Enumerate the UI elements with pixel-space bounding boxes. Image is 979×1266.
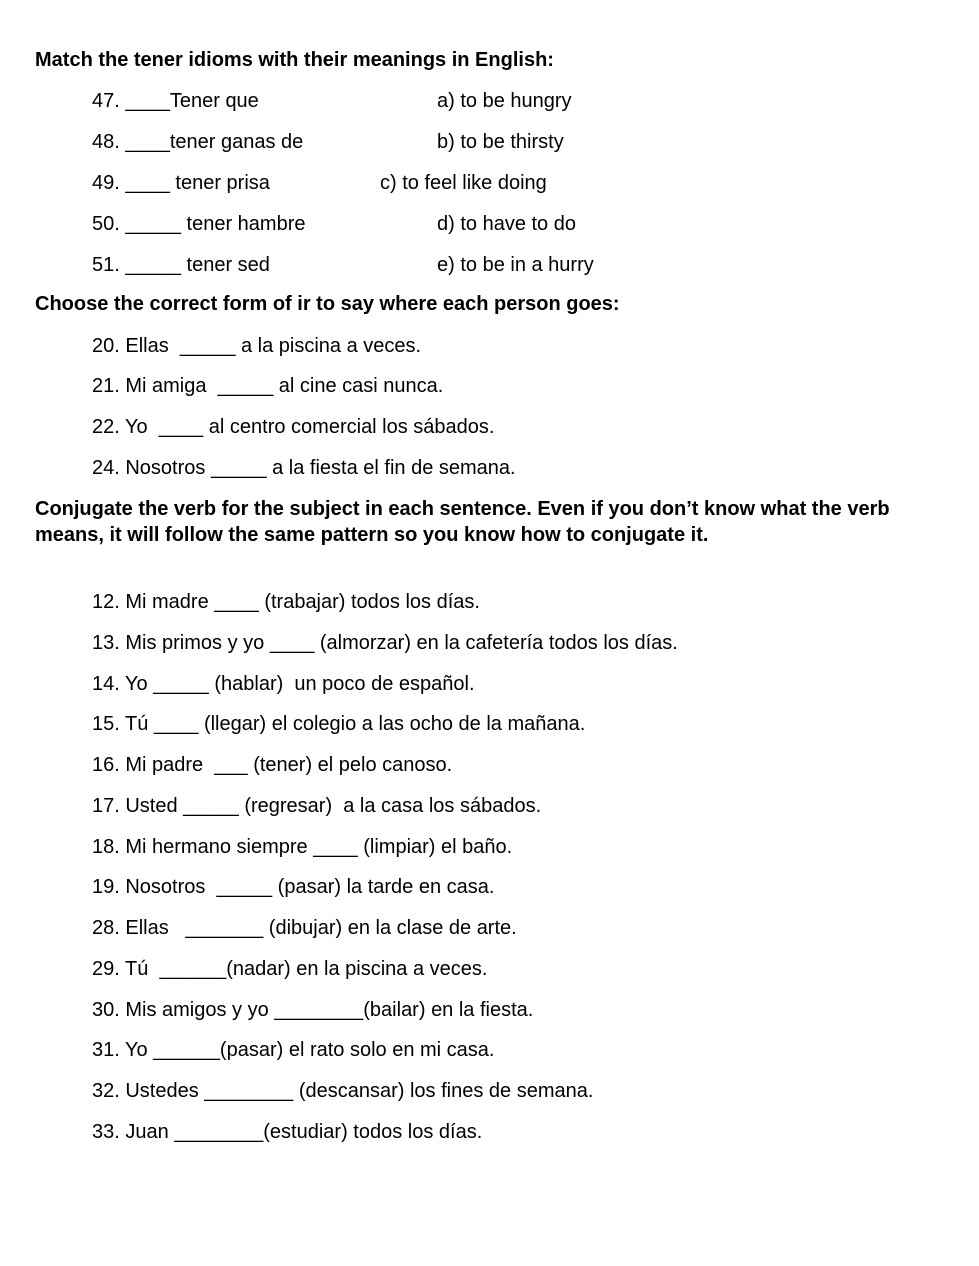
conj-item-28: 28. Ellas _______ (dibujar) en la clase de arte. [92, 917, 517, 939]
match-item-50: 50. _____ tener hambre [92, 213, 306, 235]
match-item-51: 51. _____ tener sed [92, 254, 270, 276]
match-answer-c: c) to feel like doing [380, 172, 547, 194]
conj-item-17: 17. Usted _____ (regresar) a la casa los sábados. [92, 795, 542, 817]
section-2-heading: Choose the correct form of ir to say where each person goes: [35, 293, 620, 315]
match-answer-b: b) to be thirsty [437, 131, 564, 153]
match-answer-d: d) to have to do [437, 213, 576, 235]
match-item-47: 47. ____Tener que [92, 90, 259, 112]
ir-item-21: 21. Mi amiga _____ al cine casi nunca. [92, 375, 444, 397]
conj-item-18: 18. Mi hermano siempre ____ (limpiar) el baño. [92, 836, 513, 858]
match-item-49: 49. ____ tener prisa [92, 172, 270, 194]
ir-item-22: 22. Yo ____ al centro comercial los sábados. [92, 416, 495, 438]
conj-item-31: 31. Yo ______(pasar) el rato solo en mi casa. [92, 1039, 495, 1061]
conj-item-30: 30. Mis amigos y yo ________(bailar) en la fiesta. [92, 999, 534, 1021]
conj-item-14: 14. Yo _____ (hablar) un poco de español. [92, 673, 475, 695]
match-item-48: 48. ____tener ganas de [92, 131, 304, 153]
conj-item-13: 13. Mis primos y yo ____ (almorzar) en la cafetería todos los días. [92, 632, 678, 654]
section-1-heading: Match the tener idioms with their meanings in English: [35, 49, 554, 71]
conj-item-19: 19. Nosotros _____ (pasar) la tarde en casa. [92, 876, 495, 898]
conj-item-33: 33. Juan ________(estudiar) todos los días. [92, 1121, 483, 1143]
ir-item-20: 20. Ellas _____ a la piscina a veces. [92, 335, 422, 357]
conj-item-16: 16. Mi padre ___ (tener) el pelo canoso. [92, 754, 453, 776]
match-answer-e: e) to be in a hurry [437, 254, 594, 276]
conj-item-29: 29. Tú ______(nadar) en la piscina a veces. [92, 958, 488, 980]
section-3-heading: Conjugate the verb for the subject in each sentence. Even if you don’t know what the verb means, it will follow the same pattern so you know how to conjugate it. [35, 498, 896, 546]
conj-item-32: 32. Ustedes ________ (descansar) los fines de semana. [92, 1080, 594, 1102]
conj-item-15: 15. Tú ____ (llegar) el colegio a las ocho de la mañana. [92, 713, 586, 735]
conj-item-12: 12. Mi madre ____ (trabajar) todos los días. [92, 591, 480, 613]
ir-item-24: 24. Nosotros _____ a la fiesta el fin de semana. [92, 457, 516, 479]
match-answer-a: a) to be hungry [437, 90, 572, 112]
